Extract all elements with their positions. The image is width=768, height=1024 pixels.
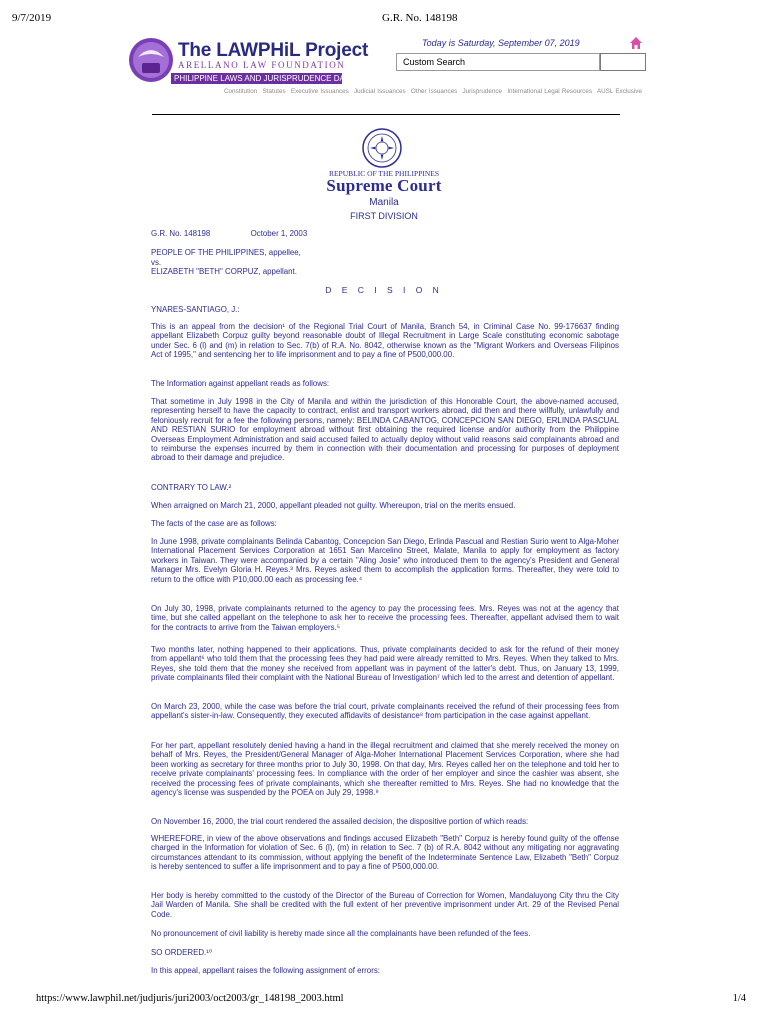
paragraph-quoted: WHEREFORE, in view of the above observations and findings accused Elizabeth "Beth" Corpuz is hereby found guilty of the offense charged in the Information for violation of Sec. 6 (l), (m) in relation to Sec. 7 (b) of R.A. 8042 without any mitigating nor aggravating circumstances attendant to its commission, without applying the benefit of the Indeterminate Sentence Law, Elizabeth "Beth" Corpuz is hereby sentenced to suffer a life imprisonment and to pay a fine of P500,000.00.	[151, 834, 619, 872]
court-name: Supreme Court	[326, 176, 442, 195]
brand-subtitle: ARELLANO LAW FOUNDATION	[178, 60, 346, 70]
paragraph: For her part, appellant resolutely denied having a hand in the illegal recruitment and claimed that she merely received the money on behalf of Mrs. Reyes, the President/General Manager of Alga-Moher International Placement Services Corporation, where she had been working as secretary for three months prior to July 30, 1998. On that day, Mrs. Reyes called her on the telephone and told her to receive private complainants' processing fees. In compliance with the order of her employer and since the cashier was absent, she received the processing fees of private complainants, which she thereafter remitted to Mrs. Reyes. She had no knowledge that the agency's license was suspended by the POEA on July 29, 1998.⁹	[151, 741, 619, 798]
lawphil-logo-icon[interactable]	[128, 37, 174, 83]
nav-link[interactable]: Statutes	[262, 88, 286, 95]
nav-link[interactable]: Judicial Issuances	[354, 88, 406, 95]
print-page-number: 1/4	[732, 993, 746, 1004]
republic-label: REPUBLIC OF THE PHILIPPINES	[328, 169, 440, 178]
divider	[152, 114, 620, 115]
paragraph: When arraigned on March 21, 2000, appellant pleaded not guilty. Whereupon, trial on the merits ensued.	[151, 501, 516, 510]
paragraph: In June 1998, private complainants Belinda Cabantog, Concepcion San Diego, Erlinda Pascual and Restian Surio went to Alga-Moher International Placement Services Corporation at 1651 San Marcelino Street, Malate, Manila to apply for employment as factory workers in Taiwan. They were accompanied by a certain "Aling Josie" who introduced them to the agency's President and General Manager Mrs. Evelyn Gloria H. Reyes.³ Mrs. Reyes asked them to accomplish the application forms. Thereafter, they were told to return to the office with P10,000.00 each as processing fee.⁴	[151, 537, 619, 584]
paragraph: On March 23, 2000, while the case was before the trial court, private complainants received the refund of their processing fees from appellant's sister-in-law. Consequently, they executed affidavits of desistance⁸ from participation in the case against appellant.	[151, 702, 619, 721]
paragraph: The facts of the case are as follows:	[151, 519, 277, 528]
paragraph: CONTRARY TO LAW.²	[151, 483, 232, 492]
print-title: G.R. No. 148198	[382, 12, 458, 24]
nav-link[interactable]: Constitution	[224, 88, 258, 95]
case-number-line	[151, 229, 307, 238]
nav-link[interactable]: International Legal Resources	[507, 88, 592, 95]
case-date: October 1, 2003	[250, 229, 308, 238]
paragraph-quoted: SO ORDERED.¹⁰	[151, 948, 213, 957]
party-appellee: PEOPLE OF THE PHILIPPINES, appellee,	[151, 248, 301, 257]
case-number: G.R. No. 148198	[151, 229, 211, 238]
print-footer	[36, 993, 746, 1004]
nav-link[interactable]: Executive Issuances	[290, 88, 349, 95]
search-button[interactable]	[600, 53, 646, 71]
decision-heading: D E C I S I O N	[325, 285, 443, 295]
court-division: FIRST DIVISION	[350, 211, 418, 221]
party-appellant: ELIZABETH "BETH" CORPUZ, appellant.	[151, 267, 297, 276]
brand-tagline: PHILIPPINE LAWS AND JURISPRUDENCE DATABANK	[171, 73, 342, 84]
paragraph: This is an appeal from the decision¹ of the Regional Trial Court of Manila, Branch 54, in Criminal Case No. 99-176637 finding appellant Elizabeth Corpuz guilty beyond reasonable doubt of Illegal Recruitment in Large Scale constituting economic sabotage under Sec. 6 (l) and (m) in relation to Sec. 7(b) of R.A. No. 8042, otherwise known as the "Migrant Workers and Overseas Filipinos Act of 1995," and sentencing her to life imprisonment and to pay a fine of P500,000.00.	[151, 322, 619, 360]
search-input[interactable]: Custom Search	[396, 53, 600, 71]
paragraph: On November 16, 2000, the trial court rendered the assailed decision, the dispositive portion of which reads:	[151, 817, 529, 826]
brand-block	[178, 40, 368, 70]
paragraph-quoted: Her body is hereby committed to the custody of the Director of the Bureau of Correction for Women, Mandaluyong City thru the City Jail Warden of Manila. She shall be credited with the full extent of her preventive imprisonment under Art. 29 of the Revised Penal Code.	[151, 891, 619, 919]
paragraph: On July 30, 1998, private complainants returned to the agency to pay the processing fees. Mrs. Reyes was not at the agency that time, but she called appellant on the telephone to ask her to receive the processing fees. Thereafter, appellant advised them to wait for the contracts to arrive from the Taiwan employers.⁵	[151, 604, 619, 632]
court-city: Manila	[369, 197, 399, 208]
paragraph: The Information against appellant reads as follows:	[151, 379, 330, 388]
paragraph: In this appeal, appellant raises the following assignment of errors:	[151, 966, 380, 975]
nav-link[interactable]: AUSL Exclusive	[596, 88, 642, 95]
paragraph: Two months later, nothing happened to their applications. Thus, private complainants decided to ask for the refund of their money from appellant⁶ who told them that the processing fees they had paid were already remitted to Mrs. Reyes. When they talked to Mrs. Reyes, she told them that the money she received from appellant was in payment of the latter's debt. Thus, on January 13, 1999, private complainants filed their complaint with the National Bureau of Investigation⁷ which led to the arrest and detention of appellant.	[151, 645, 619, 683]
versus: vs.	[151, 258, 162, 267]
paragraph-quoted: No pronouncement of civil liability is hereby made since all the complainants have been refunded of the fees.	[151, 929, 531, 938]
brand-title[interactable]: The LAWPHiL Project	[178, 40, 369, 61]
nav-link[interactable]: Other Issuances	[410, 88, 458, 95]
home-icon[interactable]	[629, 36, 643, 50]
print-date: 9/7/2019	[12, 12, 52, 24]
print-url[interactable]: https://www.lawphil.net/judjuris/juri2003/oct2003/gr_148198_2003.html	[36, 993, 344, 1004]
paragraph-quoted: That sometime in July 1998 in the City of Manila and within the jurisdiction of this Honorable Court, the above-named accused, representing herself to have the capacity to contract, enlist and transport workers abroad, did then and there willfully, unlawfully and feloniously recruit for a fee the following persons, namely: BELINDA CABANTOG, CONCEPCION SAN DIEGO, ERLINDA PASCUAL AND RESTIAN SURIO for employment abroad without first obtaining the required license and/or authority from the Philippine Overseas Employment Administration and said accused failed to actually deploy without valid reasons said complainants abroad and to reimburse the expenses incurred by them in connection with their documentation and processing for purposes of deployment abroad to their damage and prejudice.	[151, 397, 619, 463]
nav-link[interactable]: Jurisprudence	[462, 88, 503, 95]
top-nav	[224, 88, 645, 95]
ponente: YNARES-SANTIAGO, J.:	[151, 305, 240, 314]
today-date: Today is Saturday, September 07, 2019	[422, 38, 580, 48]
supreme-court-seal-icon	[362, 128, 402, 168]
